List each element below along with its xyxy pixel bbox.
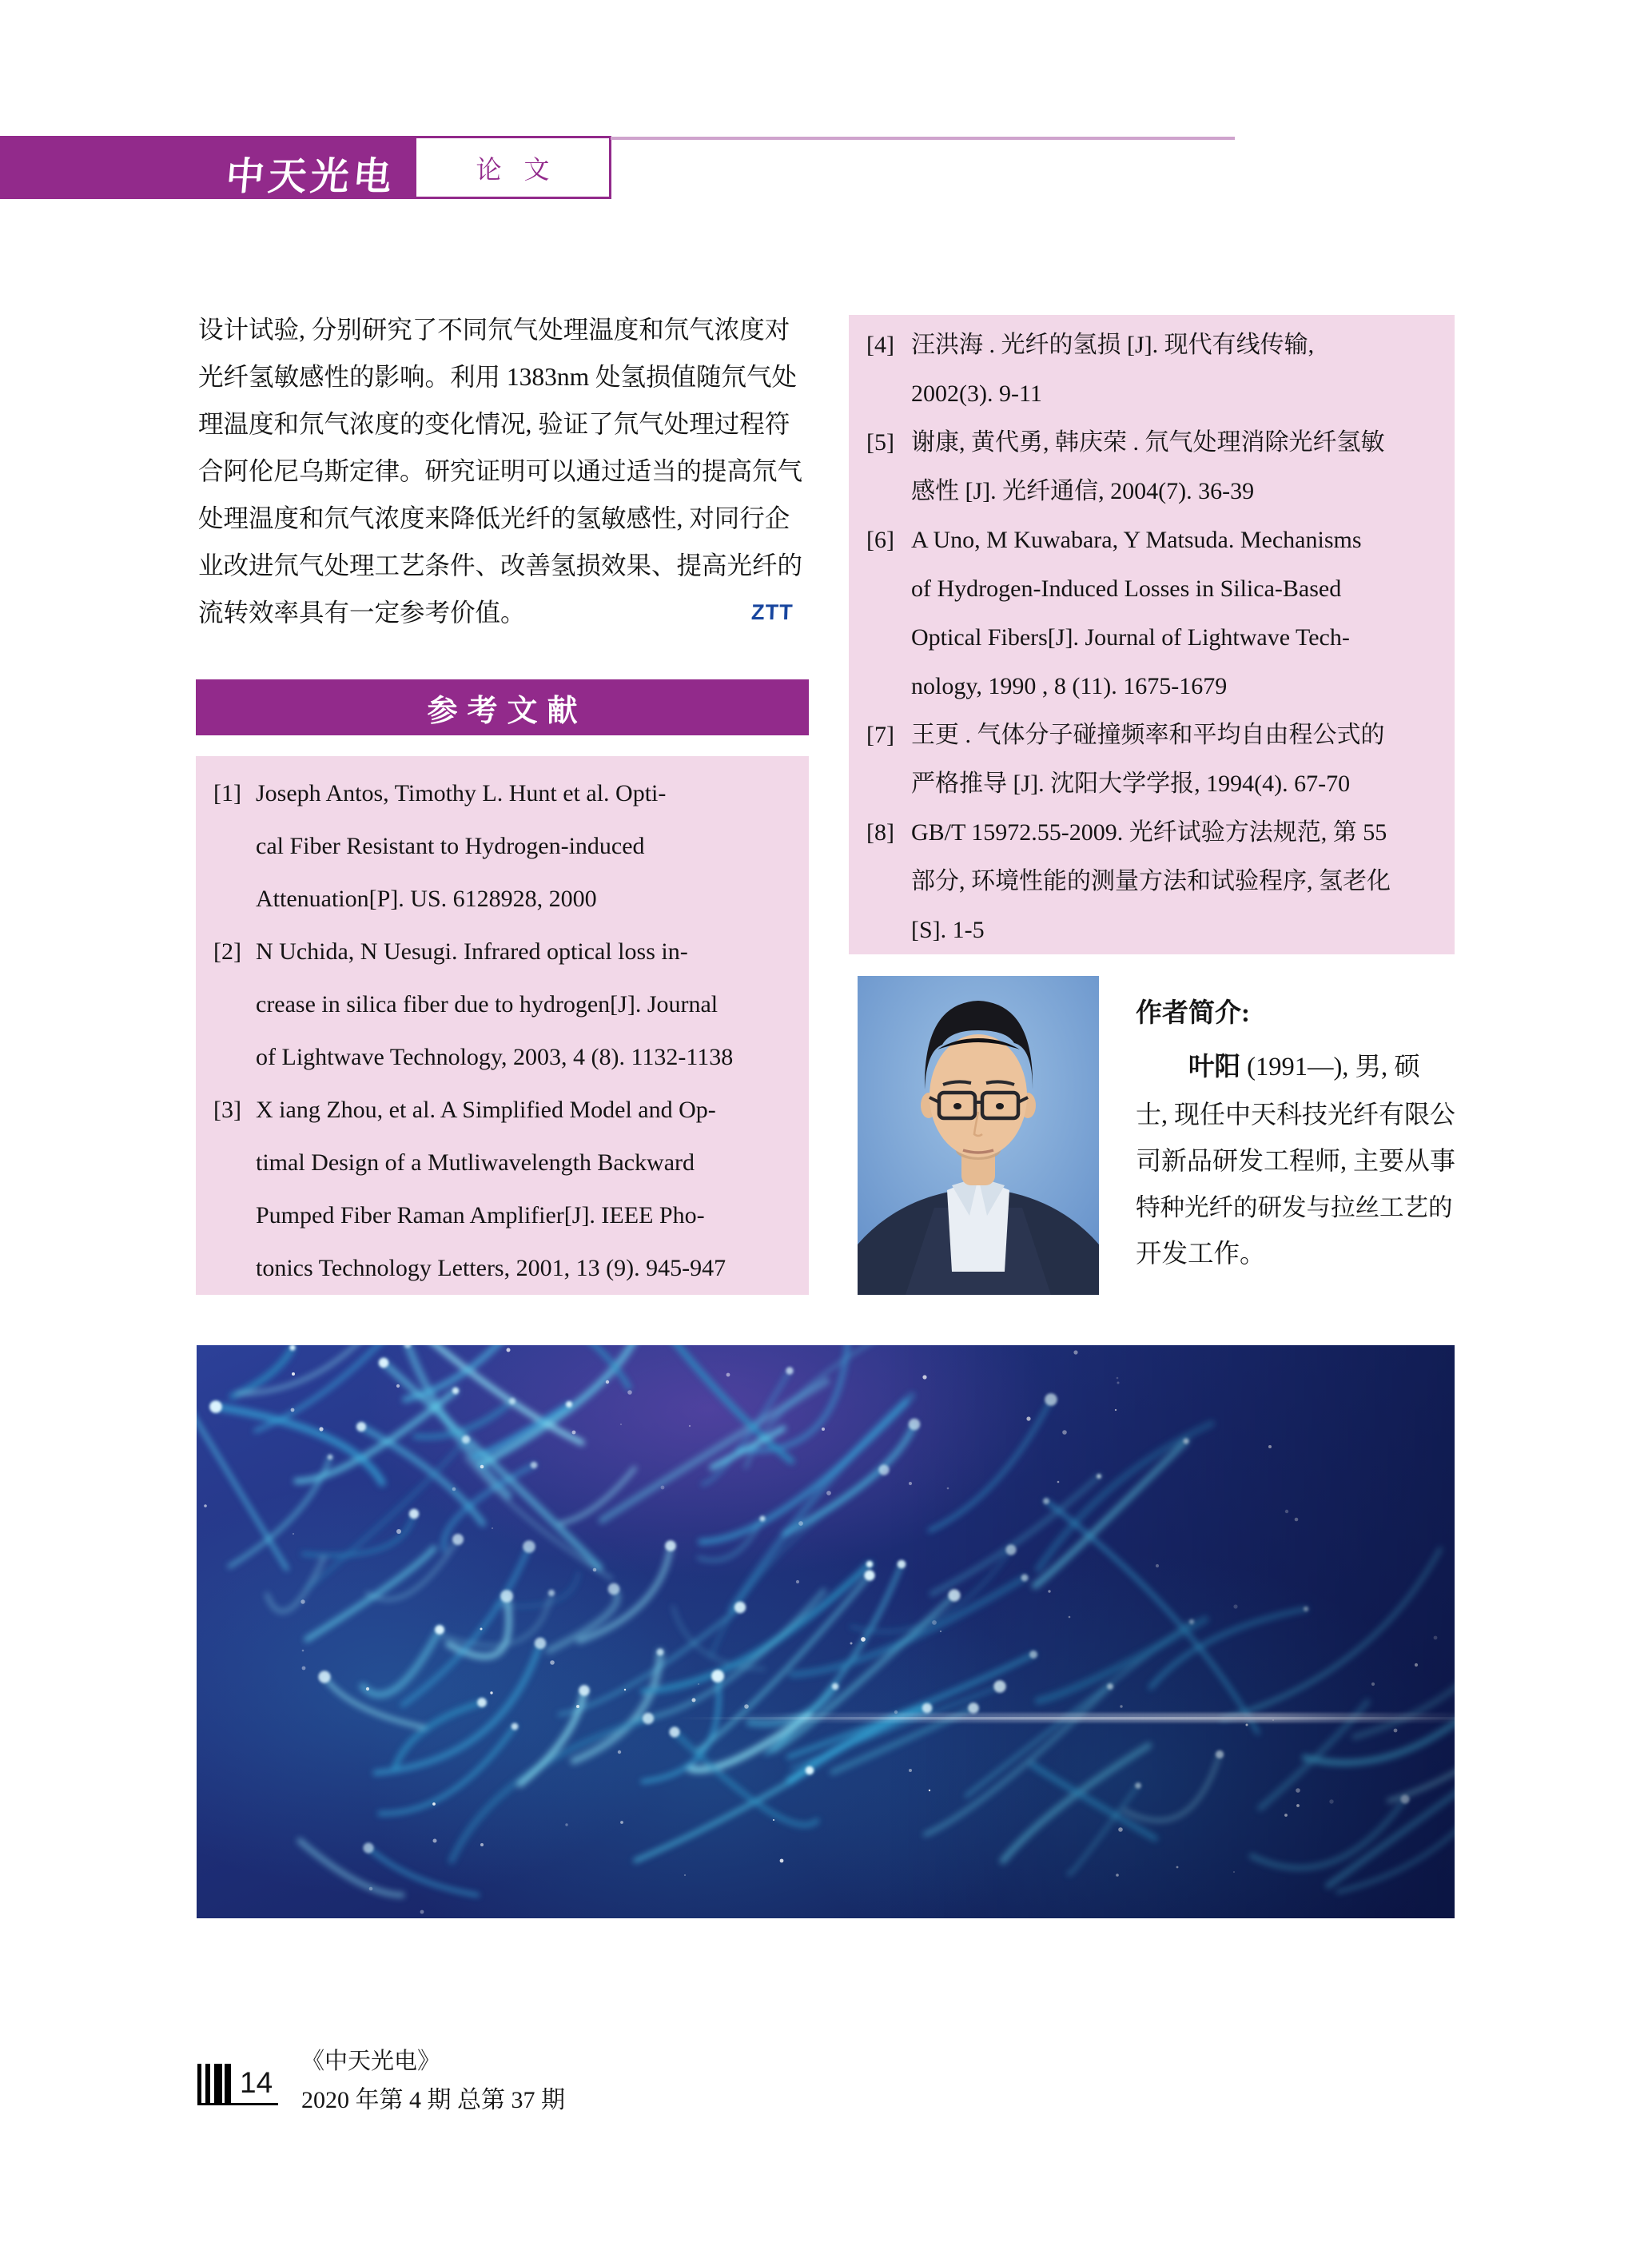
- references-list-left: [196, 756, 809, 1295]
- reference-line: 王更 . 气体分子碰撞频率和平均自由程公式的: [911, 722, 1385, 748]
- paragraph-line: 合阿伦尼乌斯定律。研究证明可以通过适当的提高氘气: [198, 457, 803, 485]
- reference-label: [2]: [213, 938, 241, 965]
- reference-line: 2002(3). 9-11: [911, 380, 1042, 407]
- paragraph-line: 业改进氘气处理工艺条件、改善氢损效果、提高光纤的: [198, 552, 803, 579]
- reference-item: [196, 767, 809, 926]
- references-list-right: [849, 315, 1455, 954]
- reference-line: N Uchida, N Uesugi. Infrared optical loss in-: [256, 938, 688, 965]
- journal-name: 《中天光电》: [301, 2049, 441, 2074]
- issue-info: 2020 年第 4 期 总第 37 期: [301, 2087, 565, 2113]
- reference-line: of Lightwave Technology, 2003, 4 (8). 1132-1138: [256, 1044, 734, 1070]
- reference-line: [S]. 1-5: [911, 917, 985, 943]
- paragraph-line: 处理温度和氘气浓度来降低光纤的氢敏感性, 对同行企: [198, 504, 790, 532]
- reference-label: [8]: [866, 819, 894, 846]
- header-brand-bar: [0, 136, 414, 199]
- reference-label: [6]: [866, 527, 894, 553]
- reference-item: [849, 321, 1455, 418]
- reference-line: 汪洪海 . 光纤的氢损 [J]. 现代有线传输,: [911, 332, 1315, 358]
- reference-label: [5]: [866, 429, 894, 456]
- fiber-optic-image: [197, 1345, 1455, 1918]
- reference-line: Optical Fibers[J]. Journal of Lightwave Tech-: [911, 624, 1350, 651]
- reference-line: A Uno, M Kuwabara, Y Matsuda. Mechanisms: [911, 527, 1362, 553]
- reference-line: Pumped Fiber Raman Amplifier[J]. IEEE Pho-: [256, 1202, 705, 1229]
- paragraph-line: 设计试验, 分别研究了不同氘气处理温度和氘气浓度对: [198, 316, 790, 344]
- author-bio-heading: 作者简介:: [1136, 999, 1250, 1028]
- reference-item: [196, 926, 809, 1084]
- reference-line: tonics Technology Letters, 2001, 13 (9). 945-947: [256, 1255, 726, 1281]
- reference-line: Attenuation[P]. US. 6128928, 2000: [256, 886, 597, 912]
- reference-line: cal Fiber Resistant to Hydrogen-induced: [256, 833, 645, 859]
- author-bio-line: 开发工作。: [1136, 1240, 1266, 1268]
- reference-item: [849, 808, 1455, 954]
- reference-item: [849, 516, 1455, 711]
- author-bio-lines: [1136, 1044, 1455, 1278]
- paragraph-line: 理温度和氘气浓度的变化情况, 验证了氘气处理过程符: [198, 410, 790, 438]
- reference-item: [196, 1084, 809, 1295]
- reference-line: of Hydrogen-Induced Losses in Silica-Based: [911, 575, 1342, 602]
- reference-item: [849, 711, 1455, 808]
- reference-line: nology, 1990 , 8 (11). 1675-1679: [911, 673, 1228, 699]
- footer-barcode-marks: [197, 2064, 231, 2105]
- paragraph-line: 光纤氢敏感性的影响。利用 1383nm 处氢损值随氘气处: [198, 363, 798, 391]
- reference-line: timal Design of a Mutliwavelength Backward: [256, 1149, 695, 1176]
- page-number: 14: [240, 2066, 273, 2099]
- reference-line: 严格推导 [J]. 沈阳大学学报, 1994(4). 67-70: [911, 771, 1351, 797]
- reference-line: 部分, 环境性能的测量方法和试验程序, 氢老化: [911, 868, 1391, 894]
- author-portrait-graphic: [858, 976, 1099, 1295]
- brand-logo: 中天光电: [224, 156, 397, 198]
- reference-line: GB/T 15972.55-2009. 光纤试验方法规范, 第 55: [911, 819, 1387, 846]
- author-bio-line: 士, 现任中天科技光纤有限公: [1136, 1099, 1456, 1129]
- reference-label: [7]: [866, 722, 894, 748]
- section-tag-box: [414, 136, 611, 199]
- reference-label: [4]: [866, 332, 894, 358]
- reference-line: 感性 [J]. 光纤通信, 2004(7). 36-39: [911, 478, 1255, 504]
- fiber-optic-art: [197, 1345, 1455, 1918]
- reference-label: [3]: [213, 1097, 241, 1123]
- reference-line: Joseph Antos, Timothy L. Hunt et al. Opti-: [256, 780, 667, 806]
- references-heading-label: 参考文献: [427, 694, 587, 728]
- section-tag-label: 论 文: [476, 154, 558, 184]
- author-bio-line: 叶阳 (1991—), 男, 硕: [1188, 1053, 1420, 1081]
- author-name: 叶阳: [1188, 1053, 1241, 1081]
- author-bio-line: 司新品研发工程师, 主要从事: [1136, 1146, 1456, 1175]
- reference-label: [1]: [213, 780, 241, 806]
- header-divider-line: [611, 137, 1235, 140]
- paragraph-line: 流转效率具有一定参考价值。 ZTT: [198, 589, 806, 636]
- reference-line: 谢康, 黄代勇, 韩庆荣 . 氘气处理消除光纤氢敏: [911, 429, 1385, 456]
- conclusion-paragraph: [198, 306, 806, 636]
- reference-line: crease in silica fiber due to hydrogen[J]. Journal: [256, 991, 719, 1017]
- author-photo: [858, 976, 1099, 1295]
- ztt-logo: ZTT: [750, 600, 794, 624]
- references-heading: [196, 679, 809, 735]
- reference-item: [849, 418, 1455, 516]
- footer-rule: [197, 2103, 278, 2105]
- author-bio: [1136, 998, 1455, 1278]
- author-bio-line: 特种光纤的研发与拉丝工艺的: [1136, 1193, 1453, 1221]
- reference-line: X iang Zhou, et al. A Simplified Model and Op-: [256, 1097, 716, 1123]
